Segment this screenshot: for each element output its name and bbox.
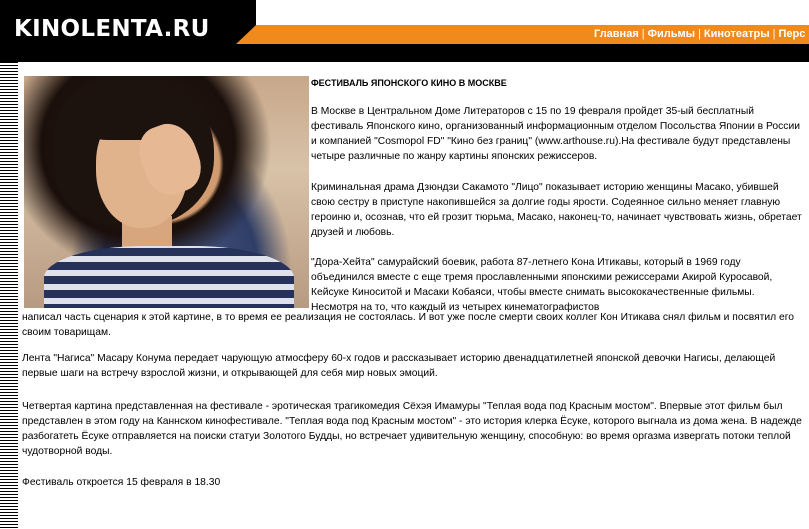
photo-shirt <box>44 246 294 308</box>
site-logo[interactable]: KINOLENTA.RU <box>14 16 210 42</box>
article-paragraph-1: В Москве в Центральном Доме Литераторов с 15 по 19 февраля пройдет 35-ый бесплатный фестиваль Японского кино, организованный информационным отделом Посольства Японии в России и компанией "Cosmopol FD" "Кино без границ" (www.arthouse.ru).На фестивале будут представлены четыре различные по жанру картины японских режиссеров. <box>311 106 800 162</box>
nav-separator: | <box>698 28 701 40</box>
nav-item-persons[interactable]: Перс <box>778 28 806 40</box>
main-nav <box>594 25 805 44</box>
article-title: ФЕСТИВАЛЬ ЯПОНСКОГО КИНО В МОСКВЕ <box>311 78 507 88</box>
article-photo <box>24 76 309 308</box>
article-paragraph-2: Криминальная драма Дзюндзи Сакамото "Лицо" показывает историю женщины Масако, убившей свою сестру в приступе накопившейся за долгие годы ярости. Содеянное сильно меняет главную героиню и, осознав, что ей грозит тюрьма, Масако, наконец-то, начинает чувствовать жизнь, обретает друзей и любовь. <box>311 182 802 238</box>
site-header <box>0 0 809 44</box>
nav-item-films[interactable]: Фильмы <box>647 28 696 40</box>
nav-item-cinemas[interactable]: Кинотеатры <box>703 28 770 40</box>
logo-block <box>0 0 256 44</box>
nav-item-home[interactable]: Главная <box>594 28 639 40</box>
article-paragraph-3-continued: написал часть сценария к этой картине, в то время ее реализация не состоялась. И вот уже после смерти своих коллег Кон Итикава снял фильм и посвятил его своим товарищам. <box>22 312 794 338</box>
article-paragraph-4: Лента "Нагиса" Масару Конума передает чарующую атмосферу 60-х годов и рассказывает историю двенадцатилетней японской девочки Нагисы, делающей первые шаги на встречу взрослой жизни, и открывающей для себя мир новых эмоций. <box>22 353 776 379</box>
nav-separator: | <box>641 28 645 40</box>
side-stripes <box>0 62 18 529</box>
article-paragraph-5: Четвертая картина представленная на фестивале - эротическая трагикомедия Сёхэя Имамуры "Теплая вода под Красным мостом". Впервые этот фильм был представлен в этом году на Каннском кинофестивале. "Теплая вода под Красным мостом" - это история клерка Ёсуке, которого выгнала из дома жена. В надежде разбогатеть Ёсуке отправляется на поиски статуи Золотого Будды, но встречает удивительную женщину, способную: во время оргазма извергать потоки теплой чудотворной воды. <box>22 401 802 457</box>
article <box>22 62 809 529</box>
header-band <box>0 44 809 62</box>
nav-separator: | <box>772 28 776 40</box>
article-paragraph-6: Фестиваль откроется 15 февраля в 18.30 <box>22 477 221 488</box>
nav-bar-slant <box>236 25 256 44</box>
article-paragraph-3: "Дора-Хейта" самурайский боевик, работа 87-летнего Кона Итикавы, который в 1969 году объединился вместе с еще тремя прославленными японскими режиссерами Акирой Куросавой, Кейсуке Киноситой и Масаки Кобаяси, чтобы вместе снимать высококачественные фильмы. Несмотря на то, что каждый из четырех кинематографистов <box>311 257 773 313</box>
